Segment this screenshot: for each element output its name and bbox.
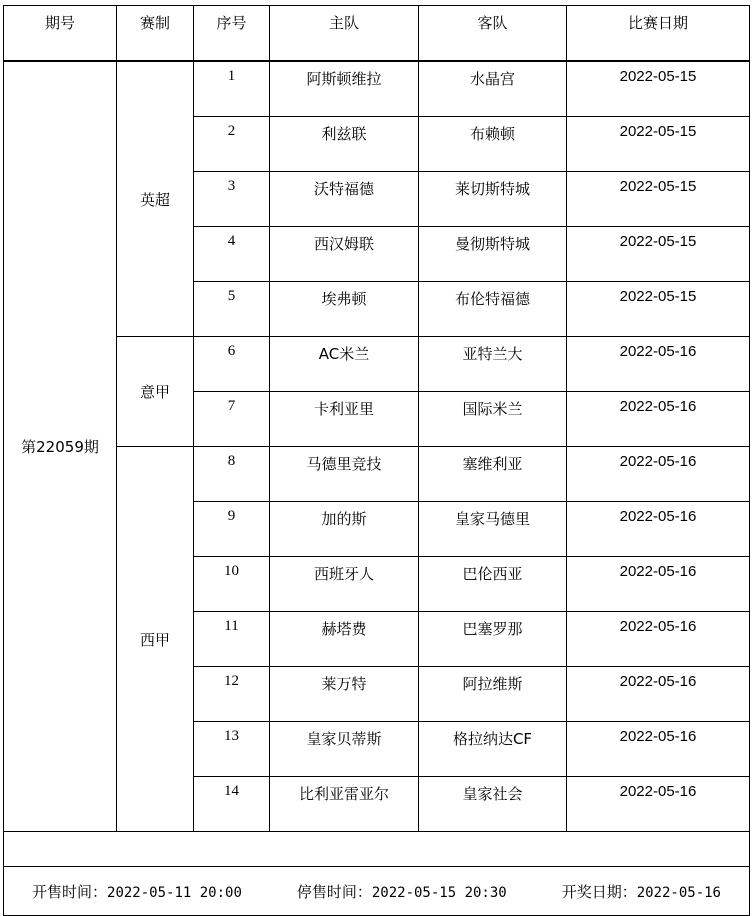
match-number: 7: [194, 392, 270, 447]
away-team: 布赖顿: [419, 117, 567, 172]
match-date: 2022-05-15: [567, 282, 750, 337]
draw-date-value: 2022-05-16: [636, 884, 721, 901]
header-away-team: 客队: [419, 6, 567, 62]
footer-cell: [4, 867, 750, 916]
away-team: 曼彻斯特城: [419, 227, 567, 282]
match-date: 2022-05-16: [567, 777, 750, 832]
away-team: 巴伦西亚: [419, 557, 567, 612]
home-team: 西班牙人: [270, 557, 419, 612]
home-team: 马德里竞技: [270, 447, 419, 502]
home-team: 莱万特: [270, 667, 419, 722]
match-date: 2022-05-16: [567, 392, 750, 447]
match-number: 6: [194, 337, 270, 392]
home-team: 埃弗顿: [270, 282, 419, 337]
match-date: 2022-05-15: [567, 172, 750, 227]
sale-stop: [297, 881, 507, 902]
home-team: 比利亚雷亚尔: [270, 777, 419, 832]
league-cell: 英超: [117, 61, 194, 337]
home-team: 加的斯: [270, 502, 419, 557]
schedule-body: [4, 61, 750, 832]
home-team: 沃特福德: [270, 172, 419, 227]
match-number: 9: [194, 502, 270, 557]
period-cell: 第22059期: [4, 61, 117, 832]
match-number: 1: [194, 61, 270, 117]
home-team: 皇家贝蒂斯: [270, 722, 419, 777]
header-row: [4, 6, 750, 62]
footer-row: [4, 867, 750, 916]
draw-date-label: 开奖日期：: [561, 882, 637, 901]
away-team: 莱切斯特城: [419, 172, 567, 227]
league-cell: 意甲: [117, 337, 194, 447]
match-number: 4: [194, 227, 270, 282]
away-team: 皇家马德里: [419, 502, 567, 557]
sale-start-value: 2022-05-11 20:00: [107, 884, 242, 901]
match-number: 2: [194, 117, 270, 172]
match-number: 10: [194, 557, 270, 612]
away-team: 皇家社会: [419, 777, 567, 832]
header-match-date: 比赛日期: [567, 6, 750, 62]
blank-cell: [4, 832, 750, 867]
sale-start: [32, 881, 242, 902]
away-team: 格拉纳达CF: [419, 722, 567, 777]
match-number: 8: [194, 447, 270, 502]
footer-info: [4, 881, 749, 902]
draw-date: [562, 881, 721, 902]
sale-start-label: 开售时间：: [32, 882, 108, 901]
home-team: AC米兰: [270, 337, 419, 392]
away-team: 塞维利亚: [419, 447, 567, 502]
match-date: 2022-05-16: [567, 667, 750, 722]
home-team: 阿斯顿维拉: [270, 61, 419, 117]
match-date: 2022-05-16: [567, 337, 750, 392]
home-team: 赫塔费: [270, 612, 419, 667]
sale-stop-label: 停售时间：: [296, 882, 372, 901]
table-row: [4, 61, 750, 117]
match-date: 2022-05-15: [567, 61, 750, 117]
header-home-team: 主队: [270, 6, 419, 62]
match-date: 2022-05-16: [567, 722, 750, 777]
match-number: 12: [194, 667, 270, 722]
league-cell: 西甲: [117, 447, 194, 832]
sale-stop-value: 2022-05-15 20:30: [371, 884, 507, 901]
match-date: 2022-05-16: [567, 447, 750, 502]
schedule-table: [3, 5, 750, 916]
match-number: 14: [194, 777, 270, 832]
home-team: 西汉姆联: [270, 227, 419, 282]
header-period: 期号: [4, 6, 117, 62]
match-number: 3: [194, 172, 270, 227]
away-team: 水晶宫: [419, 61, 567, 117]
away-team: 布伦特福德: [419, 282, 567, 337]
match-date: 2022-05-15: [567, 227, 750, 282]
match-number: 11: [194, 612, 270, 667]
match-date: 2022-05-15: [567, 117, 750, 172]
header-number: 序号: [194, 6, 270, 62]
match-number: 13: [194, 722, 270, 777]
home-team: 卡利亚里: [270, 392, 419, 447]
away-team: 巴塞罗那: [419, 612, 567, 667]
blank-row: [4, 832, 750, 867]
away-team: 亚特兰大: [419, 337, 567, 392]
header-league: 赛制: [117, 6, 194, 62]
match-date: 2022-05-16: [567, 502, 750, 557]
match-date: 2022-05-16: [567, 557, 750, 612]
home-team: 利兹联: [270, 117, 419, 172]
away-team: 阿拉维斯: [419, 667, 567, 722]
match-date: 2022-05-16: [567, 612, 750, 667]
away-team: 国际米兰: [419, 392, 567, 447]
match-number: 5: [194, 282, 270, 337]
